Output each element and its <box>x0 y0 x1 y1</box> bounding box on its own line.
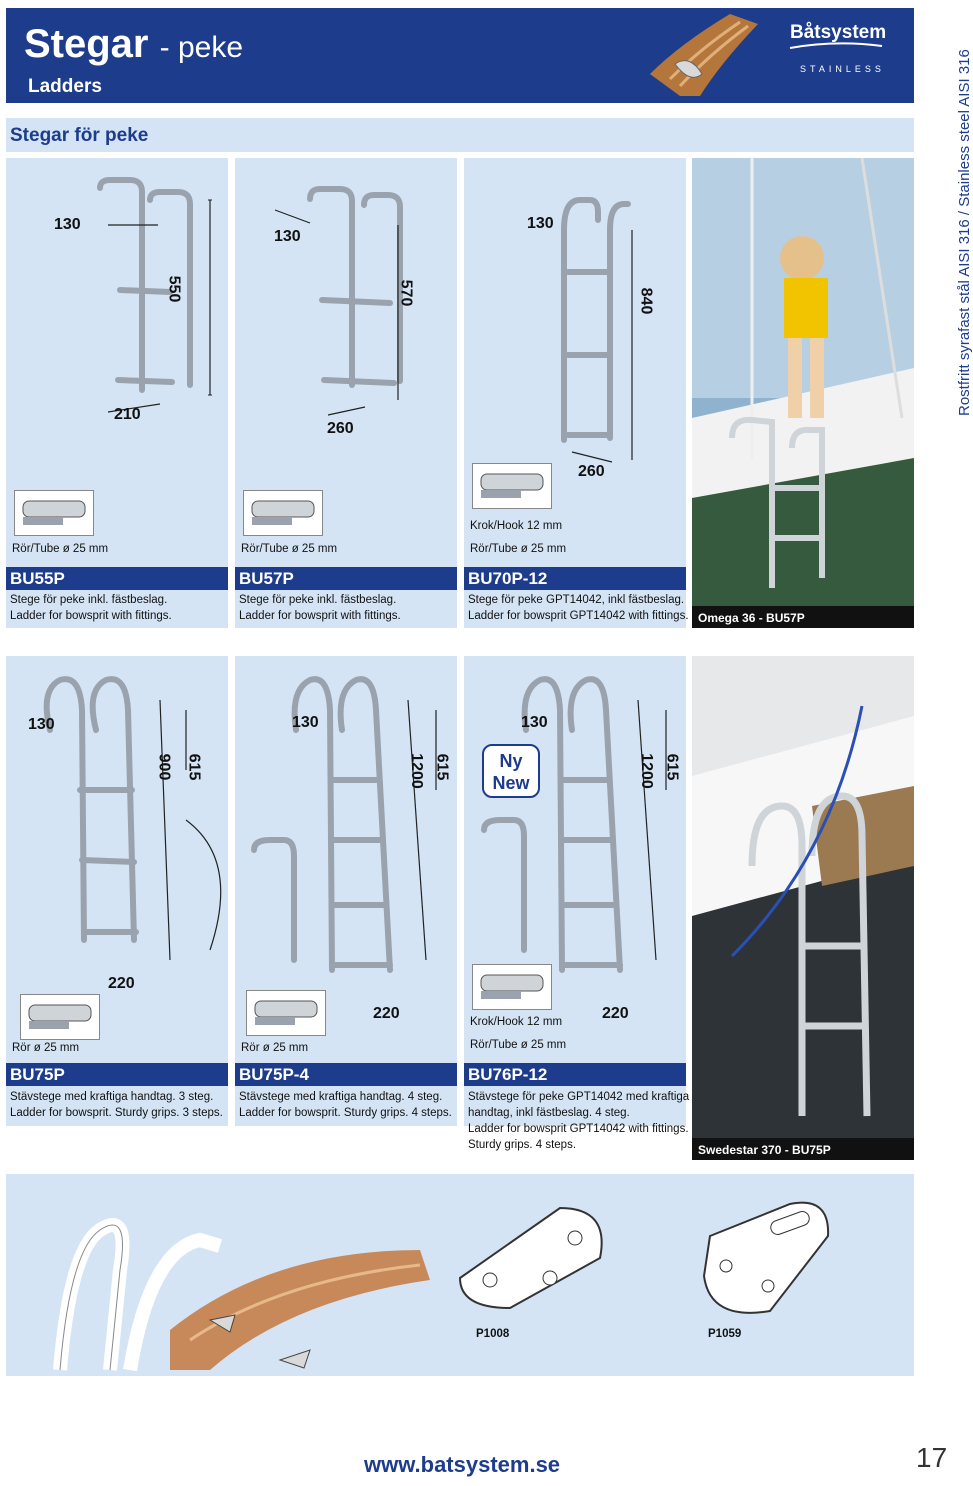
new-badge: Ny New <box>482 744 540 798</box>
product-code-bu75p4: BU75P-4 <box>235 1063 457 1086</box>
product-desc-bu70p: Stege för peke GPT14042, inkl fästbeslag. Ladder for bowsprit GPT14042 with fittings. <box>468 594 689 622</box>
product-desc-bu76p: Stävstege för peke GPT14042 med kraftiga handtag, inkl fästbeslag. 4 steg. Ladder for bowsprit GPT14042 with fittings. Sturdy grips. 4 steps. <box>468 1091 690 1151</box>
dim-bu55p-height: 550 <box>165 275 183 303</box>
product-desc-bu75p: Stävstege med kraftiga handtag. 3 steg. Ladder for bowsprit. Sturdy grips. 3 steps. <box>10 1091 223 1119</box>
dim-bu55p-top: 130 <box>54 216 81 233</box>
brand-logo: Båtsystem <box>790 22 887 43</box>
dim-bu70p-width: 260 <box>578 463 605 480</box>
dim-bu75p-h1: 900 <box>155 753 173 781</box>
dim-bu57p-height: 570 <box>397 279 415 307</box>
product-desc-bu57p: Stege för peke inkl. fästbeslag. Ladder for bowsprit with fittings. <box>239 594 401 622</box>
tube-label-bu70p: Rör/Tube ø 25 mm <box>470 543 567 555</box>
ladder-drawing-bu75p <box>20 670 230 970</box>
fitting-thumb-bu55p <box>14 490 94 536</box>
dim-bu75p-top: 130 <box>28 716 55 733</box>
dim-bu75p4-h1: 1200 <box>407 753 425 789</box>
product-desc-bu55p: Stege för peke inkl. fästbeslag. Ladder for bowsprit with fittings. <box>10 594 172 622</box>
hook-label-bu76p: Krok/Hook 12 mm <box>470 1016 563 1028</box>
photo-caption-swedestar370: Swedestar 370 - BU75P <box>692 1138 914 1160</box>
page-title: Stegar - peke <box>24 22 244 66</box>
side-material-text: Rostfritt syrafast stål AISI 316 / Stainless steel AISI 316 <box>956 49 973 416</box>
product-code-bu70p: BU70P-12 <box>464 567 686 590</box>
tube-label-bu75p: Rör ø 25 mm <box>12 1042 80 1054</box>
product-desc-bu75p4: Stävstege med kraftiga handtag. 4 steg. Ladder for bowsprit. Sturdy grips. 4 steps. <box>239 1091 452 1119</box>
photo-caption-omega36: Omega 36 - BU57P <box>692 606 914 628</box>
dim-bu76p-width: 220 <box>602 1005 629 1022</box>
fitting-thumb-bu57p <box>243 490 323 536</box>
section-title: Stegar för peke <box>10 125 149 146</box>
fitting-p1059-drawing <box>690 1196 840 1321</box>
bowsprit-platform-image <box>640 4 770 100</box>
fitting-thumb-bu75p <box>20 994 100 1040</box>
dim-bu76p-h1: 1200 <box>637 753 655 789</box>
tube-label-bu76p: Rör/Tube ø 25 mm <box>470 1039 567 1051</box>
teak-platform-drawing <box>20 1190 440 1370</box>
product-code-bu75p: BU75P <box>6 1063 228 1086</box>
dim-bu75p4-top: 130 <box>292 714 319 731</box>
product-code-bu55p: BU55P <box>6 567 228 590</box>
tube-label-bu75p4: Rör ø 25 mm <box>241 1042 309 1054</box>
dim-bu75p4-width: 220 <box>373 1005 400 1022</box>
dim-bu75p-h2: 615 <box>185 753 203 781</box>
brand-swoosh <box>788 42 884 50</box>
product-code-bu76p: BU76P-12 <box>464 1063 686 1086</box>
fitting-label-p1008: P1008 <box>476 1328 510 1340</box>
dim-bu76p-h2: 615 <box>663 753 681 781</box>
brand-tagline: STAINLESS <box>800 64 885 74</box>
footer-url[interactable]: www.batsystem.se <box>364 1452 561 1477</box>
dim-bu55p-width: 210 <box>114 406 141 423</box>
product-code-bu57p: BU57P <box>235 567 457 590</box>
dim-bu70p-height: 840 <box>637 287 655 315</box>
dim-bu70p-top: 130 <box>527 215 554 232</box>
fitting-label-p1059: P1059 <box>708 1328 742 1340</box>
dim-bu57p-width: 260 <box>327 420 354 437</box>
fitting-p1008-drawing <box>450 1198 620 1318</box>
page-number: 17 <box>916 1442 948 1473</box>
ladder-drawing-bu76p <box>470 670 685 980</box>
hook-label-bu70p: Krok/Hook 12 mm <box>470 520 563 532</box>
fitting-thumb-bu70p <box>472 463 552 509</box>
dim-bu57p-top: 130 <box>274 228 301 245</box>
dim-bu75p-width: 220 <box>108 975 135 992</box>
tube-label-bu55p: Rör/Tube ø 25 mm <box>12 543 109 555</box>
ladder-drawing-bu57p <box>270 185 440 425</box>
dim-bu75p4-h2: 615 <box>433 753 451 781</box>
photo-swedestar370 <box>692 656 914 1142</box>
page-subtitle: Ladders <box>28 76 102 97</box>
tube-label-bu57p: Rör/Tube ø 25 mm <box>241 543 338 555</box>
dim-bu76p-top: 130 <box>521 714 548 731</box>
fitting-thumb-bu75p4 <box>246 990 326 1036</box>
ladder-drawing-bu75p4 <box>240 670 455 980</box>
fitting-thumb-bu76p <box>472 964 552 1010</box>
photo-omega36 <box>692 158 914 628</box>
